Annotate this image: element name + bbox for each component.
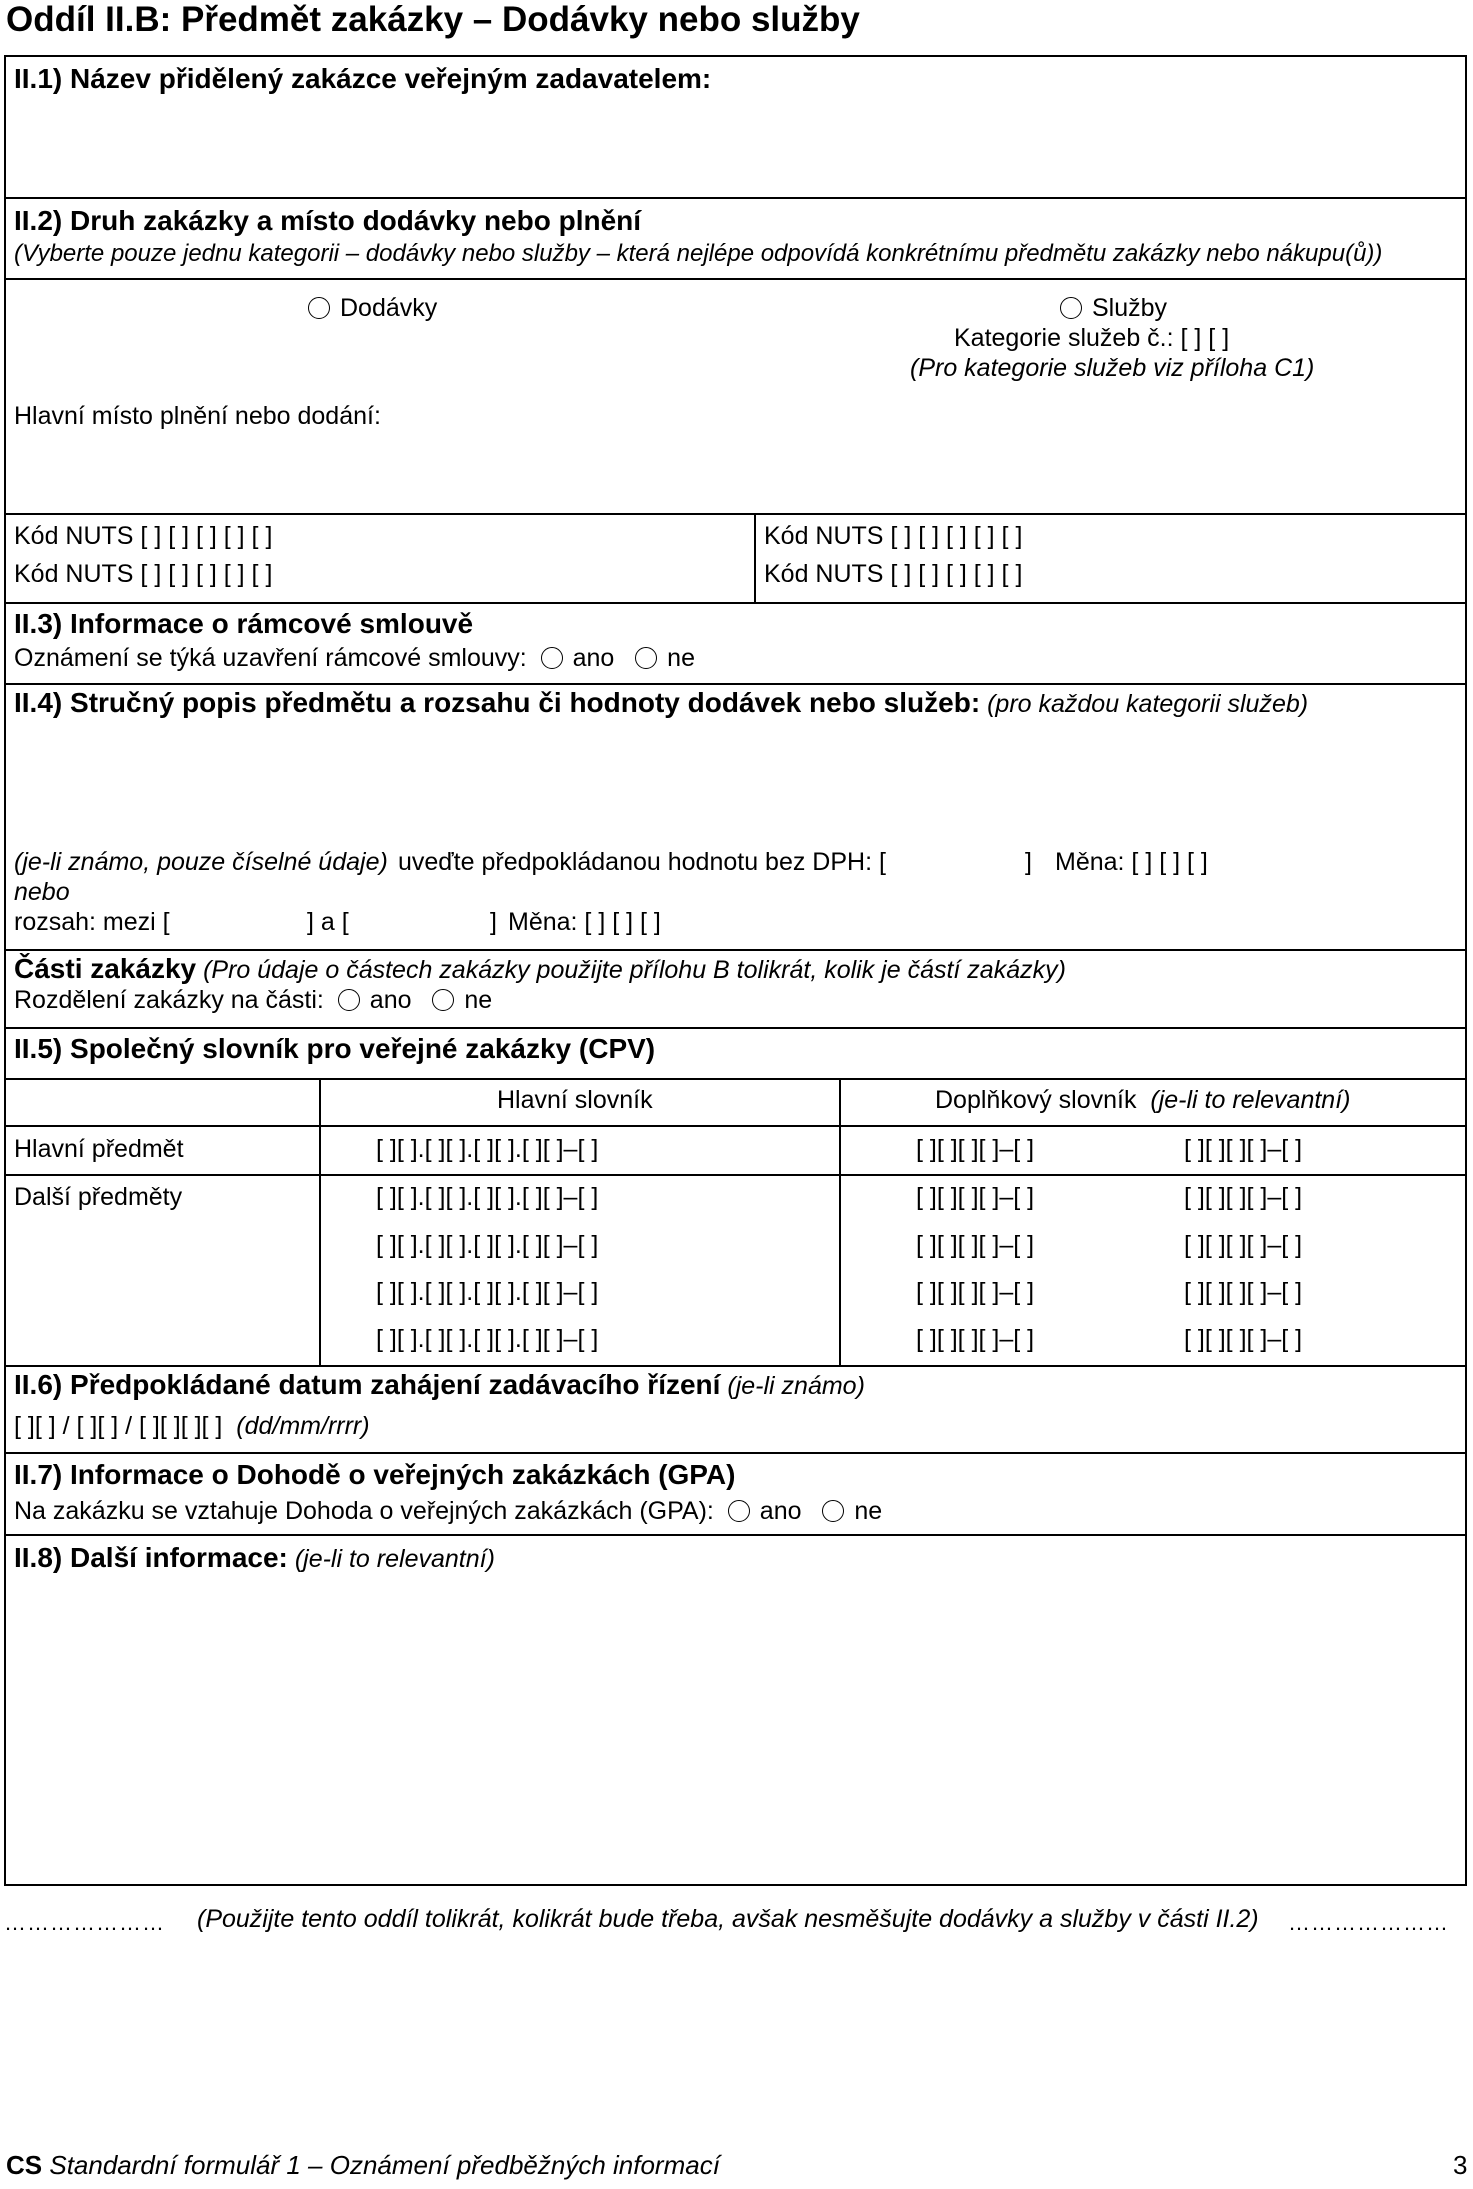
range-text: rozsah: mezi [ bbox=[14, 908, 170, 936]
lots-header bbox=[14, 954, 1066, 985]
cpv-supp-code: [ ][ ][ ][ ]–[ ] bbox=[1184, 1135, 1303, 1163]
ii8-label: II.8) Další informace: bbox=[14, 1542, 288, 1573]
divider bbox=[6, 683, 1465, 685]
supplies-radio[interactable] bbox=[308, 297, 330, 319]
cpv-row-other: Další předměty bbox=[14, 1183, 183, 1211]
services-label: Služby bbox=[1092, 294, 1168, 322]
divider bbox=[6, 1078, 1465, 1080]
divider bbox=[6, 1125, 1465, 1127]
cpv-main-code: [ ][ ].[ ][ ].[ ][ ].[ ][ ]–[ ] bbox=[376, 1231, 599, 1259]
framework-no-label: ne bbox=[667, 644, 695, 672]
section-title: Oddíl II.B: Předmět zakázky – Dodávky nebo služby bbox=[6, 0, 860, 39]
lots-note: (Pro údaje o částech zakázky použijte přílohu B tolikrát, kolik je částí zakázky) bbox=[203, 956, 1066, 984]
framework-yes-label: ano bbox=[572, 644, 615, 672]
cpv-supp-header bbox=[935, 1085, 1350, 1115]
cpv-main-code: [ ][ ].[ ][ ].[ ][ ].[ ][ ]–[ ] bbox=[376, 1183, 599, 1211]
ii4-label: II.4) Stručný popis předmětu a rozsahu či hodnoty dodávek nebo služeb: bbox=[14, 687, 981, 718]
main-place-label: Hlavní místo plnění nebo dodání: bbox=[14, 402, 381, 430]
divider bbox=[6, 949, 1465, 951]
framework-yes-radio[interactable] bbox=[541, 647, 563, 669]
supplies-label: Dodávky bbox=[340, 294, 438, 322]
cpv-supp-code: [ ][ ][ ][ ]–[ ] bbox=[916, 1135, 1035, 1163]
footer bbox=[6, 2150, 720, 2181]
ii6-date-row bbox=[14, 1411, 370, 1441]
cpv-supp-code: [ ][ ][ ][ ]–[ ] bbox=[1184, 1278, 1303, 1306]
cpv-supp-code: [ ][ ][ ][ ]–[ ] bbox=[1184, 1325, 1303, 1353]
nuts-code: Kód NUTS [ ] [ ] [ ] [ ] [ ] bbox=[764, 560, 1023, 588]
lots-yes-radio[interactable] bbox=[338, 989, 360, 1011]
dotted-leader-right: ………………… bbox=[1288, 1910, 1449, 1935]
divider bbox=[754, 513, 756, 602]
lots-no-radio[interactable] bbox=[432, 989, 454, 1011]
services-option[interactable] bbox=[1060, 293, 1167, 323]
value-text: uveďte předpokládanou hodnotu bez DPH: [ bbox=[398, 848, 886, 876]
cpv-row-main: Hlavní předmět bbox=[14, 1135, 184, 1163]
range-and: ] a [ bbox=[307, 908, 349, 936]
nuts-code: Kód NUTS [ ] [ ] [ ] [ ] [ ] bbox=[14, 522, 273, 550]
cpv-supp-code: [ ][ ][ ][ ]–[ ] bbox=[1184, 1231, 1303, 1259]
service-category: Kategorie služeb č.: [ ] [ ] bbox=[954, 324, 1230, 352]
footer-lang: CS bbox=[6, 2150, 43, 2180]
divider bbox=[319, 1078, 321, 1365]
cpv-supp-code: [ ][ ][ ][ ]–[ ] bbox=[916, 1183, 1035, 1211]
gpa-no-radio[interactable] bbox=[822, 1500, 844, 1522]
value-note: (je-li známo, pouze číselné údaje) bbox=[14, 848, 388, 876]
divider bbox=[6, 197, 1465, 199]
divider bbox=[6, 1027, 1465, 1029]
cpv-supp-label: Doplňkový slovník bbox=[935, 1086, 1137, 1114]
gpa-question-row bbox=[14, 1496, 882, 1526]
footer-title: Standardní formulář 1 – Oznámení předběžných informací bbox=[49, 2150, 720, 2180]
nuts-code: Kód NUTS [ ] [ ] [ ] [ ] [ ] bbox=[14, 560, 273, 588]
dotted-leader-left: ………………… bbox=[4, 1910, 165, 1935]
page-number: 3 bbox=[1453, 2150, 1468, 2180]
gpa-question: Na zakázku se vztahuje Dohoda o veřejných zakázkách (GPA): bbox=[14, 1497, 714, 1525]
date-format: (dd/mm/rrrr) bbox=[236, 1412, 370, 1440]
framework-question: Oznámení se týká uzavření rámcové smlouvy: bbox=[14, 644, 527, 672]
divider bbox=[6, 1365, 1465, 1367]
ii6-note: (je-li známo) bbox=[727, 1372, 865, 1400]
framework-no-radio[interactable] bbox=[635, 647, 657, 669]
lots-no-label: ne bbox=[464, 986, 493, 1014]
divider bbox=[6, 1452, 1465, 1454]
bottom-note: (Použijte tento oddíl tolikrát, kolikrát bude třeba, avšak nesměšujte dodávky a služby v části II.2) bbox=[197, 1905, 1259, 1933]
ii3-label: II.3) Informace o rámcové smlouvě bbox=[14, 608, 474, 639]
lots-question-row bbox=[14, 985, 492, 1015]
divider bbox=[839, 1078, 841, 1365]
cpv-main-code: [ ][ ].[ ][ ].[ ][ ].[ ][ ]–[ ] bbox=[376, 1135, 599, 1163]
divider bbox=[6, 602, 1465, 604]
cpv-main-header: Hlavní slovník bbox=[497, 1086, 653, 1114]
ii8-header bbox=[14, 1543, 495, 1574]
gpa-no-label: ne bbox=[854, 1497, 883, 1525]
cpv-main-code: [ ][ ].[ ][ ].[ ][ ].[ ][ ]–[ ] bbox=[376, 1325, 599, 1353]
ii4-header bbox=[14, 688, 1308, 719]
gpa-yes-label: ano bbox=[759, 1497, 802, 1525]
date-field: [ ][ ] / [ ][ ] / [ ][ ][ ][ ] bbox=[14, 1412, 223, 1440]
ii5-label: II.5) Společný slovník pro veřejné zakázky (CPV) bbox=[14, 1033, 656, 1064]
ii7-label: II.7) Informace o Dohodě o veřejných zakázkách (GPA) bbox=[14, 1459, 736, 1490]
cpv-main-code: [ ][ ].[ ][ ].[ ][ ].[ ][ ]–[ ] bbox=[376, 1278, 599, 1306]
ii6-header bbox=[14, 1370, 865, 1401]
ii2-instruction: (Vyberte pouze jednu kategorii – dodávky nebo služby – která nejlépe odpovídá konkrétnímu předmětu zakázky nebo nákupu(ů)) bbox=[14, 240, 1383, 267]
divider bbox=[6, 1174, 1465, 1176]
divider bbox=[6, 513, 1465, 515]
lots-label: Části zakázky bbox=[14, 953, 197, 984]
ii6-label: II.6) Předpokládané datum zahájení zadávacího řízení bbox=[14, 1369, 721, 1400]
ii2-label: II.2) Druh zakázky a místo dodávky nebo plnění bbox=[14, 205, 642, 236]
ii8-note: (je-li to relevantní) bbox=[294, 1545, 495, 1573]
supplies-option[interactable] bbox=[308, 293, 437, 323]
cpv-supp-note: (je-li to relevantní) bbox=[1150, 1086, 1351, 1114]
currency-2: Měna: [ ] [ ] [ ] bbox=[508, 908, 661, 936]
cpv-supp-code: [ ][ ][ ][ ]–[ ] bbox=[916, 1278, 1035, 1306]
cpv-supp-code: [ ][ ][ ][ ]–[ ] bbox=[916, 1231, 1035, 1259]
ii4-label-note: (pro každou kategorii služeb) bbox=[987, 690, 1309, 718]
gpa-yes-radio[interactable] bbox=[728, 1500, 750, 1522]
service-category-note: (Pro kategorie služeb viz příloha C1) bbox=[910, 354, 1315, 382]
or-label: nebo bbox=[14, 878, 70, 906]
divider bbox=[6, 1534, 1465, 1536]
value-close: ] bbox=[1025, 848, 1032, 876]
cpv-supp-code: [ ][ ][ ][ ]–[ ] bbox=[916, 1325, 1035, 1353]
services-radio[interactable] bbox=[1060, 297, 1082, 319]
nuts-code: Kód NUTS [ ] [ ] [ ] [ ] [ ] bbox=[764, 522, 1023, 550]
ii1-label: II.1) Název přidělený zakázce veřejným zadavatelem: bbox=[14, 63, 712, 94]
cpv-supp-code: [ ][ ][ ][ ]–[ ] bbox=[1184, 1183, 1303, 1211]
currency-1: Měna: [ ] [ ] [ ] bbox=[1055, 848, 1208, 876]
range-close: ] bbox=[490, 908, 497, 936]
lots-question: Rozdělení zakázky na části: bbox=[14, 986, 324, 1014]
lots-yes-label: ano bbox=[369, 986, 412, 1014]
divider bbox=[6, 278, 1465, 280]
ii3-question bbox=[14, 643, 695, 673]
